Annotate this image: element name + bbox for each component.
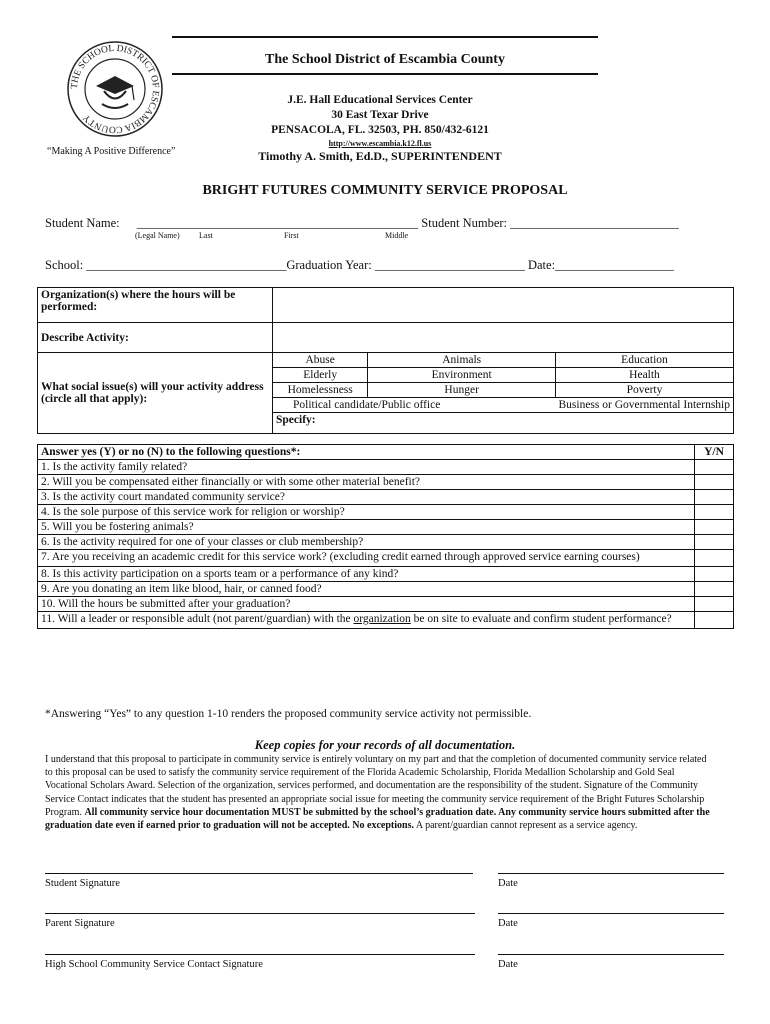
question-6: 6. Is the activity required for one of your classes or club membership? [38, 535, 695, 550]
answer-9[interactable] [695, 581, 734, 596]
middle-label: Middle [385, 231, 409, 240]
question-11 [38, 611, 695, 628]
student-name-row [45, 216, 679, 231]
contact-date-line[interactable] [498, 954, 724, 955]
issue-political[interactable]: Political candidate/Public office [273, 398, 555, 413]
notice-body-end: A parent/guardian cannot represent as a service agency. [413, 820, 638, 832]
issue-health[interactable]: Health [555, 368, 733, 383]
student-name-label: Student Name: [45, 216, 120, 230]
yn-header: Y/N [695, 445, 734, 460]
parent-signature-line[interactable] [45, 913, 475, 914]
question-10: 10. Will the hours be submitted after your graduation? [38, 596, 695, 611]
motto: “Making A Positive Difference” [47, 146, 176, 157]
issue-education[interactable]: Education [555, 353, 733, 368]
activity-table [37, 287, 734, 434]
page-title: BRIGHT FUTURES COMMUNITY SERVICE PROPOSAL [202, 183, 568, 198]
issue-animals[interactable]: Animals [368, 353, 556, 368]
questions-header: Answer yes (Y) or no (N) to the following questions*: [38, 445, 695, 460]
student-name-input[interactable]: _____________________________________________ [136, 216, 419, 230]
question-7: 7. Are you receiving an academic credit for this service work? (excluding credit earned through approved service earning courses) [38, 550, 695, 567]
first-label: First [284, 231, 299, 240]
answer-4[interactable] [695, 505, 734, 520]
notice-heading: Keep copies for your records of all documentation. [254, 738, 516, 752]
answer-8[interactable] [695, 566, 734, 581]
school-row [45, 258, 674, 273]
answer-5[interactable] [695, 520, 734, 535]
question-11-part2: be on site to evaluate and confirm student performance? [410, 612, 672, 625]
describe-label: Describe Activity: [38, 323, 273, 353]
answer-7[interactable] [695, 550, 734, 567]
date-label: Date: [527, 258, 556, 272]
parent-date-line[interactable] [498, 913, 724, 914]
graduation-input[interactable]: ________________________ [374, 258, 525, 272]
student-date-label: Date [498, 878, 518, 889]
issue-abuse[interactable]: Abuse [273, 353, 368, 368]
question-4: 4. Is the sole purpose of this service work for religion or worship? [38, 505, 695, 520]
student-number-label: Student Number: [421, 216, 508, 230]
header-rule-bottom [172, 73, 598, 75]
contact-signature-label: High School Community Service Contact Signature [45, 959, 263, 970]
issues-grid [273, 353, 733, 433]
footnote: *Answering “Yes” to any question 1-10 renders the proposed community service activity not permissible. [45, 708, 532, 720]
seal-icon [62, 36, 168, 142]
notice-body-plain: I understand that this proposal to participate in community service is entirely voluntary on my part and that the completion of documented community service related to this proposal can be used to satisfy the community service requirement of the Florida Academic Scholarship, Florida Medallion Scholarship and Gold Seal Vocational Scholars Award. Selection of the organization, services performed, and documentation are the responsibility of the student. Signature of the Community Service Contact indicates that the student has presented an appropriate social issue for meeting the community service requirement of the Bright Futures Scholarship Program. [45, 754, 707, 818]
contact-signature-line[interactable] [45, 954, 475, 955]
student-date-line[interactable] [498, 873, 724, 874]
issue-business[interactable]: Business or Governmental Internship [555, 398, 733, 413]
questions-table [37, 444, 734, 629]
parent-date-label: Date [498, 918, 518, 929]
issue-poverty[interactable]: Poverty [555, 383, 733, 398]
organization-input[interactable] [273, 288, 734, 323]
social-issue-label: What social issue(s) will your activity address (circle all that apply): [38, 353, 273, 434]
student-signature-label: Student Signature [45, 878, 120, 889]
question-5: 5. Will you be fostering animals? [38, 520, 695, 535]
date-input[interactable]: ___________________ [555, 258, 674, 272]
specify-label: Specify: [276, 414, 316, 426]
question-1: 1. Is the activity family related? [38, 460, 695, 475]
specify-field[interactable] [273, 413, 733, 434]
district-name: The School District of Escambia County [265, 52, 505, 67]
question-9: 9. Are you donating an item like blood, hair, or canned food? [38, 581, 695, 596]
question-11-part1: 11. Will a leader or responsible adult (not parent/guardian) with the [41, 612, 354, 625]
center-name: J.E. Hall Educational Services Center [287, 94, 473, 106]
student-signature-line[interactable] [45, 873, 473, 874]
student-number-input[interactable]: ___________________________ [510, 216, 679, 230]
organization-label: Organization(s) where the hours will be performed: [38, 288, 273, 323]
question-11-underlined: organization [353, 612, 411, 625]
seal-text: THE SCHOOL DISTRICT OF ESCAMBIA COUNTY [69, 43, 161, 135]
header-rule-top [172, 36, 598, 38]
describe-input[interactable] [273, 323, 734, 353]
answer-11[interactable] [695, 611, 734, 628]
last-label: Last [199, 231, 213, 240]
legal-name-label: (Legal Name) [135, 231, 180, 240]
answer-6[interactable] [695, 535, 734, 550]
question-8: 8. Is this activity participation on a sports team or a performance of any kind? [38, 566, 695, 581]
graduation-label: Graduation Year: [286, 258, 372, 272]
issue-homelessness[interactable]: Homelessness [273, 383, 368, 398]
answer-3[interactable] [695, 490, 734, 505]
notice-body [45, 753, 715, 832]
issue-environment[interactable]: Environment [368, 368, 556, 383]
question-2: 2. Will you be compensated either financially or with some other material benefit? [38, 475, 695, 490]
city-phone: PENSACOLA, FL. 32503, PH. 850/432-6121 [271, 124, 489, 136]
website-link[interactable]: http://www.escambia.k12.fl.us [328, 139, 432, 148]
question-3: 3. Is the activity court mandated community service? [38, 490, 695, 505]
school-input[interactable]: ________________________________ [86, 258, 287, 272]
answer-10[interactable] [695, 596, 734, 611]
answer-1[interactable] [695, 460, 734, 475]
issue-hunger[interactable]: Hunger [368, 383, 556, 398]
answer-2[interactable] [695, 475, 734, 490]
notice-body-bold: All community service hour documentation MUST be submitted by the school’s graduation date. Any community service hours submitted after the graduation date even if earned prior to graduation will not be accepted. No exceptions. [45, 806, 710, 832]
issue-elderly[interactable]: Elderly [273, 368, 368, 383]
address: 30 East Texar Drive [331, 109, 429, 121]
superintendent: Timothy A. Smith, Ed.D., SUPERINTENDENT [258, 149, 502, 163]
parent-signature-label: Parent Signature [45, 918, 115, 929]
district-seal [62, 36, 168, 142]
school-label: School: [45, 258, 84, 272]
contact-date-label: Date [498, 959, 518, 970]
issues-cell [273, 353, 734, 434]
